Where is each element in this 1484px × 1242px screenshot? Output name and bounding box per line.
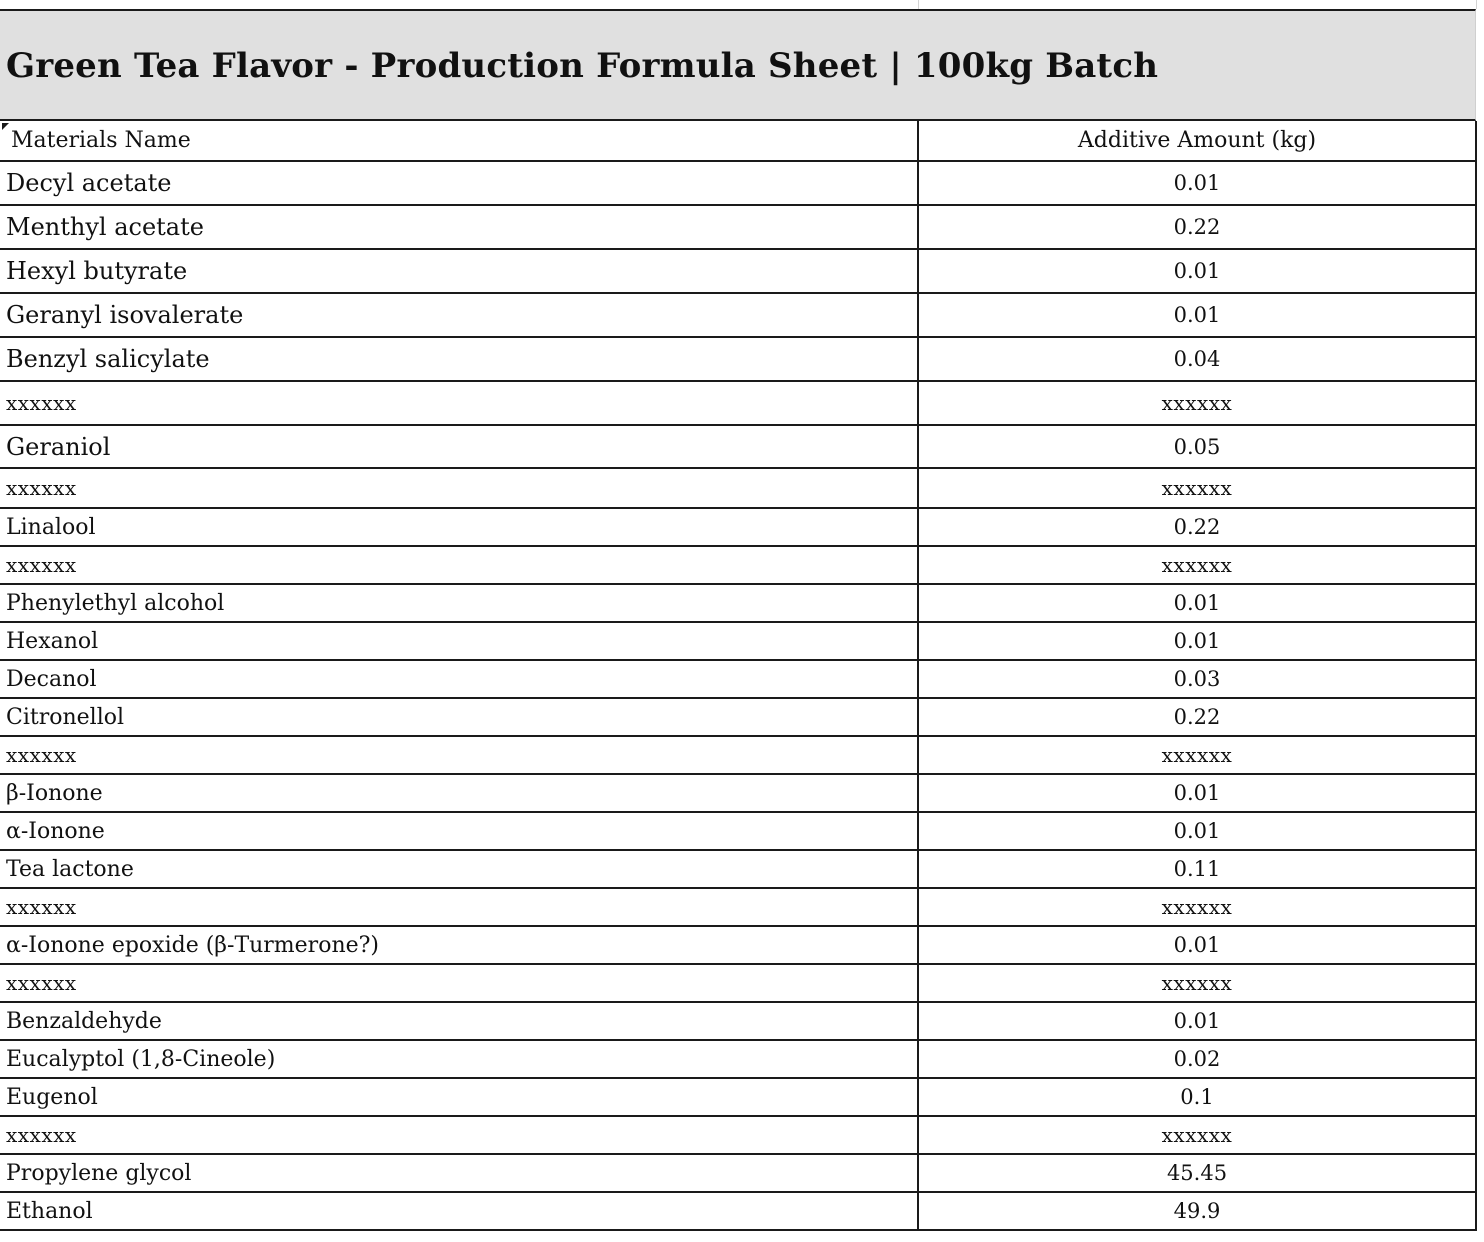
material-name-cell[interactable]: xxxxxx — [0, 736, 918, 774]
amount-cell[interactable]: 0.01 — [918, 926, 1476, 964]
header-label-amount: Additive Amount (kg) — [1077, 128, 1317, 153]
material-name-cell[interactable]: Eugenol — [0, 1078, 918, 1116]
amount-cell[interactable]: 0.02 — [918, 1040, 1476, 1078]
amount-cell[interactable]: 0.01 — [918, 812, 1476, 850]
table-row — [0, 774, 1476, 812]
material-name-cell[interactable]: xxxxxx — [0, 468, 918, 508]
material-name-cell[interactable]: Hexyl butyrate — [0, 249, 918, 293]
material-name-cell[interactable]: xxxxxx — [0, 888, 918, 926]
amount-cell[interactable]: xxxxxx — [918, 468, 1476, 508]
amount-cell[interactable]: 0.01 — [918, 1002, 1476, 1040]
table-row — [0, 1154, 1476, 1192]
material-name-cell[interactable]: Hexanol — [0, 622, 918, 660]
material-name-cell[interactable]: Linalool — [0, 508, 918, 546]
material-name-cell[interactable]: Decanol — [0, 660, 918, 698]
amount-cell[interactable]: xxxxxx — [918, 964, 1476, 1002]
gridline-col-a — [0, 0, 919, 9]
amount-cell[interactable]: 45.45 — [918, 1154, 1476, 1192]
header-label-name: Materials Name — [11, 128, 191, 153]
table-row — [0, 850, 1476, 888]
amount-cell[interactable]: 0.01 — [918, 774, 1476, 812]
cell-note-marker — [2, 123, 9, 130]
material-name-cell[interactable]: Eucalyptol (1,8-Cineole) — [0, 1040, 918, 1078]
table-row — [0, 546, 1476, 584]
amount-cell[interactable]: 0.1 — [918, 1078, 1476, 1116]
amount-cell[interactable]: xxxxxx — [918, 546, 1476, 584]
amount-cell[interactable]: 0.01 — [918, 293, 1476, 337]
material-name-cell[interactable]: Decyl acetate — [0, 161, 918, 205]
material-name-cell[interactable]: Propylene glycol — [0, 1154, 918, 1192]
amount-cell[interactable]: 0.22 — [918, 508, 1476, 546]
table-row — [0, 1002, 1476, 1040]
table-row — [0, 1078, 1476, 1116]
title-cell[interactable] — [0, 9, 1476, 121]
amount-cell[interactable]: 0.01 — [918, 622, 1476, 660]
table-row — [0, 161, 1476, 205]
header-row — [0, 121, 1476, 161]
amount-cell[interactable]: 0.03 — [918, 660, 1476, 698]
table-row — [0, 337, 1476, 381]
material-name-cell[interactable]: xxxxxx — [0, 1116, 918, 1154]
formula-table — [0, 121, 1477, 1231]
material-name-cell[interactable]: xxxxxx — [0, 964, 918, 1002]
amount-cell[interactable]: 0.22 — [918, 698, 1476, 736]
header-cell-additive-amount[interactable] — [918, 121, 1476, 161]
table-row — [0, 1116, 1476, 1154]
table-row — [0, 205, 1476, 249]
table-row — [0, 584, 1476, 622]
table-row — [0, 508, 1476, 546]
material-name-cell[interactable]: Phenylethyl alcohol — [0, 584, 918, 622]
material-name-cell[interactable]: Geranyl isovalerate — [0, 293, 918, 337]
table-row — [0, 468, 1476, 508]
table-row — [0, 1040, 1476, 1078]
material-name-cell[interactable]: Citronellol — [0, 698, 918, 736]
table-row — [0, 293, 1476, 337]
material-name-cell[interactable]: xxxxxx — [0, 546, 918, 584]
table-row — [0, 888, 1476, 926]
header-cell-materials-name[interactable] — [0, 121, 918, 161]
table-row — [0, 812, 1476, 850]
amount-cell[interactable]: 49.9 — [918, 1192, 1476, 1230]
table-row — [0, 736, 1476, 774]
amount-cell[interactable]: 0.01 — [918, 161, 1476, 205]
material-name-cell[interactable]: Benzaldehyde — [0, 1002, 918, 1040]
table-row — [0, 926, 1476, 964]
table-row — [0, 381, 1476, 425]
amount-cell[interactable]: xxxxxx — [918, 381, 1476, 425]
amount-cell[interactable]: 0.22 — [918, 205, 1476, 249]
material-name-cell[interactable]: xxxxxx — [0, 381, 918, 425]
amount-cell[interactable]: 0.11 — [918, 850, 1476, 888]
amount-cell[interactable]: 0.04 — [918, 337, 1476, 381]
table-row — [0, 964, 1476, 1002]
table-row — [0, 698, 1476, 736]
material-name-cell[interactable]: Benzyl salicylate — [0, 337, 918, 381]
material-name-cell[interactable]: Ethanol — [0, 1192, 918, 1230]
amount-cell[interactable]: xxxxxx — [918, 888, 1476, 926]
table-row — [0, 1192, 1476, 1230]
material-name-cell[interactable]: β-Ionone — [0, 774, 918, 812]
amount-cell[interactable]: 0.01 — [918, 249, 1476, 293]
sheet-title: Green Tea Flavor - Production Formula Sheet | 100kg Batch — [6, 46, 1159, 86]
gridline-col-b — [918, 0, 1477, 9]
amount-cell[interactable]: xxxxxx — [918, 1116, 1476, 1154]
table-row — [0, 425, 1476, 468]
material-name-cell[interactable]: α-Ionone — [0, 812, 918, 850]
material-name-cell[interactable]: Tea lactone — [0, 850, 918, 888]
material-name-cell[interactable]: Geraniol — [0, 425, 918, 468]
material-name-cell[interactable]: Menthyl acetate — [0, 205, 918, 249]
amount-cell[interactable]: xxxxxx — [918, 736, 1476, 774]
amount-cell[interactable]: 0.01 — [918, 584, 1476, 622]
table-row — [0, 249, 1476, 293]
material-name-cell[interactable]: α-Ionone epoxide (β-Turmerone?) — [0, 926, 918, 964]
amount-cell[interactable]: 0.05 — [918, 425, 1476, 468]
table-row — [0, 622, 1476, 660]
table-row — [0, 660, 1476, 698]
